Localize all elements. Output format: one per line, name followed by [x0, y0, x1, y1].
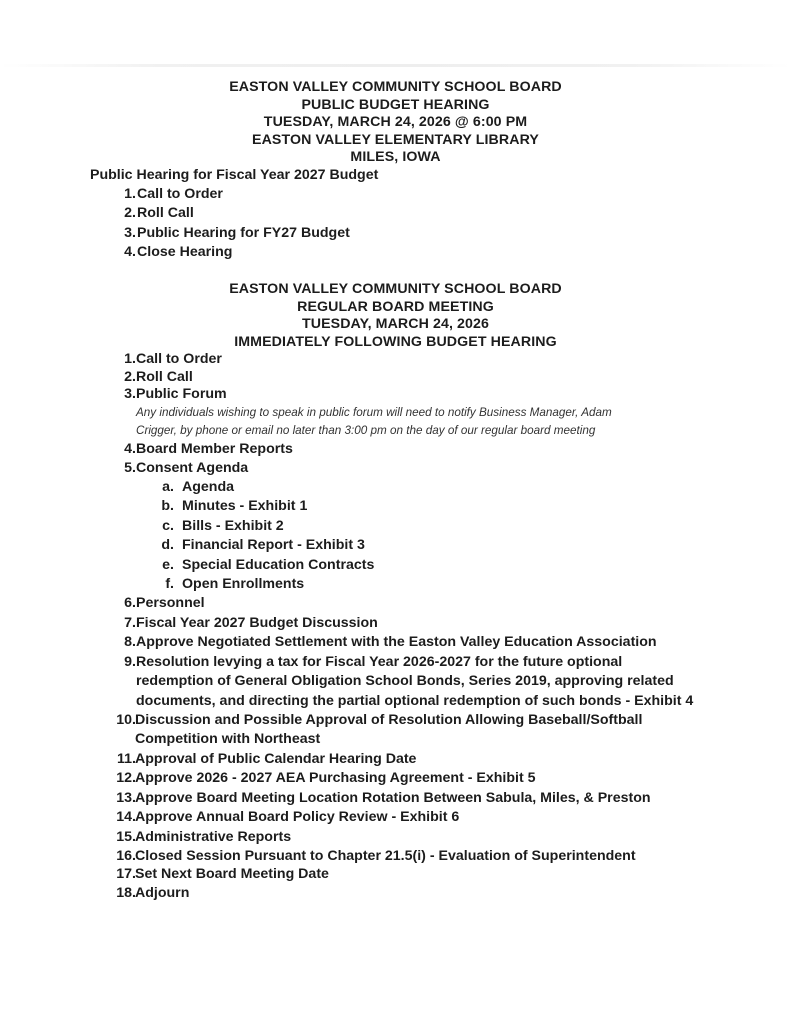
- item-number: 5.: [124, 460, 136, 476]
- hearing-header: [0, 79, 791, 167]
- meeting-header: [0, 281, 791, 351]
- item-number: 15.: [116, 829, 136, 845]
- subitem-letter: f.: [165, 576, 174, 592]
- item-text: Administrative Reports: [135, 829, 292, 845]
- item-number: 8.: [124, 634, 136, 650]
- item-text: Adjourn: [135, 885, 190, 901]
- item-text: Consent Agenda: [136, 460, 249, 476]
- subitem-text: Special Education Contracts: [182, 557, 375, 573]
- item-text: Discussion and Possible Approval of Resolution Allowing Baseball/Softball: [135, 712, 643, 728]
- item-number: 2.: [124, 205, 136, 221]
- item-number: 3.: [124, 386, 136, 402]
- item-text: Approve Board Meeting Location Rotation Between Sabula, Miles, & Preston: [135, 790, 651, 806]
- item-text: Personnel: [136, 595, 205, 611]
- scan-top-rule: [0, 64, 791, 67]
- subitem-text: Open Enrollments: [182, 576, 305, 592]
- item-text: Public Hearing for FY27 Budget: [137, 225, 350, 241]
- hearing-section-title: Public Hearing for Fiscal Year 2027 Budget: [90, 167, 379, 183]
- subitem-text: Minutes - Exhibit 1: [182, 498, 308, 514]
- item-number: 9.: [124, 654, 136, 670]
- item-text: Call to Order: [137, 186, 223, 202]
- hearing-header-line: PUBLIC BUDGET HEARING: [301, 96, 490, 113]
- subitem-letter: c.: [162, 518, 174, 534]
- item-text-continued: Competition with Northeast: [135, 731, 321, 747]
- item-number: 11.: [117, 751, 136, 767]
- item-number: 1.: [124, 186, 136, 202]
- item-text: Board Member Reports: [136, 441, 293, 457]
- item-text-continued: redemption of General Obligation School Bonds, Series 2019, approving related: [136, 673, 674, 689]
- item-text: Call to Order: [136, 351, 222, 367]
- hearing-header-line: EASTON VALLEY ELEMENTARY LIBRARY: [252, 131, 539, 148]
- subitem-letter: a.: [162, 479, 174, 495]
- item-text: Close Hearing: [137, 244, 233, 260]
- subitem-text: Bills - Exhibit 2: [182, 518, 284, 534]
- subitem-letter: e.: [162, 557, 174, 573]
- item-text: Closed Session Pursuant to Chapter 21.5(i) - Evaluation of Superintendent: [135, 848, 636, 864]
- item-number: 3.: [124, 225, 136, 241]
- item-number: 2.: [124, 369, 136, 385]
- item-text-continued: documents, and directing the partial optional redemption of such bonds - Exhibit 4: [136, 693, 694, 709]
- subitem-letter: b.: [161, 498, 174, 514]
- hearing-header-line: MILES, IOWA: [350, 149, 441, 166]
- item-number: 16.: [116, 848, 136, 864]
- meeting-header-line: TUESDAY, MARCH 24, 2026: [301, 316, 490, 333]
- item-text: Public Forum: [136, 386, 227, 402]
- item-number: 1.: [124, 351, 136, 367]
- meeting-header-line: IMMEDIATELY FOLLOWING BUDGET HEARING: [234, 333, 557, 350]
- subitem-text: Financial Report - Exhibit 3: [182, 537, 365, 553]
- item-number: 18.: [116, 885, 136, 901]
- hearing-header-line: TUESDAY, MARCH 24, 2026 @ 6:00 PM: [263, 114, 528, 131]
- item-number: 17.: [116, 866, 136, 882]
- item-text: Set Next Board Meeting Date: [135, 866, 329, 882]
- meeting-header-line: EASTON VALLEY COMMUNITY SCHOOL BOARD: [229, 281, 562, 297]
- subitem-letter: d.: [161, 537, 174, 553]
- item-text: Approve Annual Board Policy Review - Exhibit 6: [135, 809, 460, 825]
- item-number: 6.: [124, 595, 136, 611]
- item-number: 4.: [124, 441, 136, 457]
- public-forum-note-line: Crigger, by phone or email no later than 3:00 pm on the day of our regular board meeting: [136, 424, 596, 437]
- item-text: Roll Call: [137, 205, 194, 221]
- subitem-text: Agenda: [182, 479, 235, 495]
- item-number: 10.: [116, 712, 136, 728]
- item-text: Approval of Public Calendar Hearing Date: [135, 751, 417, 767]
- item-text: Approve 2026 - 2027 AEA Purchasing Agreement - Exhibit 5: [135, 770, 536, 786]
- item-number: 7.: [124, 615, 136, 631]
- item-text: Roll Call: [136, 369, 193, 385]
- item-number: 12.: [116, 770, 136, 786]
- item-number: 13.: [116, 790, 136, 806]
- hearing-header-line: EASTON VALLEY COMMUNITY SCHOOL BOARD: [229, 79, 562, 95]
- item-number: 4.: [124, 244, 136, 260]
- item-text: Approve Negotiated Settlement with the Easton Valley Education Association: [136, 634, 657, 650]
- meeting-header-line: REGULAR BOARD MEETING: [297, 298, 494, 315]
- item-text: Resolution levying a tax for Fiscal Year 2026-2027 for the future optional: [136, 654, 623, 670]
- item-text: Fiscal Year 2027 Budget Discussion: [136, 615, 378, 631]
- item-number: 14.: [116, 809, 136, 825]
- public-forum-note-line: Any individuals wishing to speak in public forum will need to notify Business Manager, Adam: [136, 406, 612, 419]
- public-forum-note: [136, 404, 696, 440]
